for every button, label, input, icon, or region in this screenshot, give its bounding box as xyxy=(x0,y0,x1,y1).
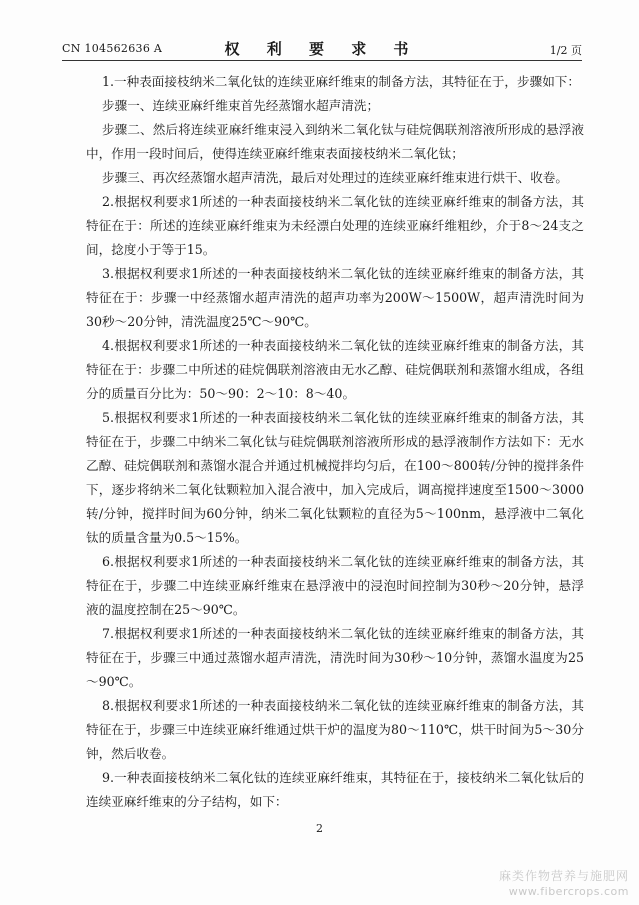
claim-paragraph: 7.根据权利要求1所述的一种表面接枝纳米二氧化钛的连续亚麻纤维束的制备方法，其特征在于，步骤三中通过蒸馏水超声清洗，清洗时间为30秒～10分钟，蒸馏水温度为25～90℃。 xyxy=(86,626,584,689)
page-indicator: 1/2 页 xyxy=(549,44,582,57)
page-number: 2 xyxy=(316,822,323,835)
claim-paragraph: 1.一种表面接枝纳米二氧化钛的连续亚麻纤维束的制备方法，其特征在于，步骤如下： xyxy=(102,74,580,89)
page-header xyxy=(62,38,582,60)
watermark-url: www.fibercrops.com xyxy=(508,885,629,898)
watermark-site-name: 麻类作物营养与施肥网 xyxy=(498,869,629,883)
claim-paragraph: 2.根据权利要求1所述的一种表面接枝纳米二氧化钛的连续亚麻纤维束的制备方法，其特征在于：所述的连续亚麻纤维束为未经漂白处理的连续亚麻纤维粗纱，介于8～24支之间，捻度小于等于15。 xyxy=(86,194,584,257)
watermark xyxy=(499,869,629,899)
claim-paragraph: 5.根据权利要求1所述的一种表面接枝纳米二氧化钛的连续亚麻纤维束的制备方法，其特征在于，步骤二中纳米二氧化钛与硅烷偶联剂溶液所形成的悬浮液制作方法如下：无水乙醇、硅烷偶联剂和蒸馏水混合并通过机械搅拌均匀后，在100～800转/分钟的搅拌条件下，逐步将纳米二氧化钛颗粒加入混合液中，加入完成后，调高搅拌速度至1500～3000转/分钟，搅拌时间为60分钟，纳米二氧化钛颗粒的直径为5～100nm，悬浮液中二氧化钛的质量含量为0.5～15%。 xyxy=(86,410,584,545)
publication-number: CN 104562636 A xyxy=(62,42,163,55)
claims-body xyxy=(86,70,584,814)
claim-paragraph: 4.根据权利要求1所述的一种表面接枝纳米二氧化钛的连续亚麻纤维束的制备方法，其特征在于：步骤二中所述的硅烷偶联剂溶液由无水乙醇、硅烷偶联剂和蒸馏水组成，各组分的质量百分比为：50～90：2～10：8～40。 xyxy=(86,338,584,401)
header-divider xyxy=(62,60,582,61)
claim-paragraph: 8.根据权利要求1所述的一种表面接枝纳米二氧化钛的连续亚麻纤维束的制备方法，其特征在于，步骤三中连续亚麻纤维通过烘干炉的温度为80～110℃，烘干时间为5～30分钟，然后收卷。 xyxy=(86,698,584,761)
claim-paragraph: 9.一种表面接枝纳米二氧化钛的连续亚麻纤维束，其特征在于，接枝纳米二氧化钛后的连续亚麻纤维束的分子结构，如下： xyxy=(86,770,584,809)
claim-paragraph: 6.根据权利要求1所述的一种表面接枝纳米二氧化钛的连续亚麻纤维束的制备方法，其特征在于，步骤二中连续亚麻纤维束在悬浮液中的浸泡时间控制为30秒～20分钟，悬浮液的温度控制在25～90℃。 xyxy=(86,554,584,617)
document-title: 权 利 要 求 书 xyxy=(224,40,420,58)
claim-paragraph: 3.根据权利要求1所述的一种表面接枝纳米二氧化钛的连续亚麻纤维束的制备方法，其特征在于：步骤一中经蒸馏水超声清洗的超声功率为200W～1500W，超声清洗时间为30秒～20分钟，清洗温度25℃～90℃。 xyxy=(86,266,584,329)
claim-paragraph: 步骤一、连续亚麻纤维束首先经蒸馏水超声清洗； xyxy=(102,98,380,113)
claim-paragraph: 步骤二、然后将连续亚麻纤维束浸入到纳米二氧化钛与硅烷偶联剂溶液所形成的悬浮液中，作用一段时间后，使得连续亚麻纤维束表面接枝纳米二氧化钛； xyxy=(86,122,584,161)
claim-paragraph: 步骤三、再次经蒸馏水超声清洗，最后对处理过的连续亚麻纤维束进行烘干、收卷。 xyxy=(102,170,568,185)
